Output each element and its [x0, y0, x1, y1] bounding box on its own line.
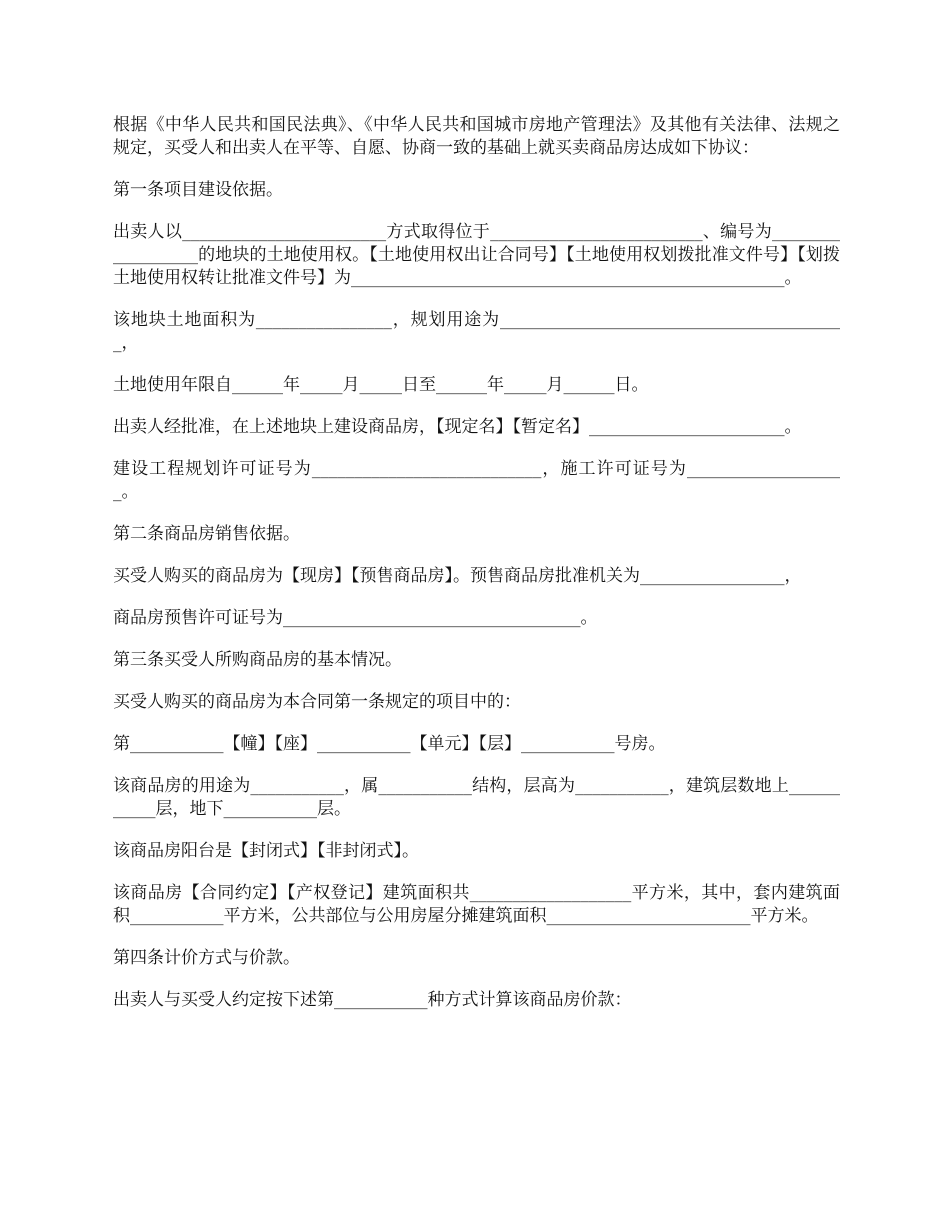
balcony-paragraph: 该商品房阳台是【封闭式】【非封闭式】。 [113, 841, 419, 861]
pricing-method-paragraph: 出卖人与买受人约定按下述第___________种方式计算该商品房价款： [113, 990, 632, 1010]
land-acquisition-paragraph: 出卖人以________________________方式取得位于_________________________、编号为__________________的地块的土地使用权。【土地使用权出让合同号】【土地使用权划拨批准文件号】【划拨土地使用权转让批准文件号】为___________________________________________________。 [113, 222, 840, 288]
building-name-paragraph: 出卖人经批准，在上述地块上建设商品房，【现定名】【暂定名】_______________________。 [113, 417, 802, 437]
preamble-paragraph: 根据《中华人民共和国民法典》、《中华人民共和国城市房地产管理法》及其他有关法律、法规之规定，买受人和出卖人在平等、自愿、协商一致的基础上就买卖商品房达成如下协议： [113, 115, 840, 158]
presale-authority-paragraph: 买受人购买的商品房为【现房】【预售商品房】。预售商品房批准机关为_________________， [113, 566, 802, 586]
article-1-heading: 第一条项目建设依据。 [113, 180, 283, 200]
presale-permit-paragraph: 商品房预售许可证号为___________________________________。 [113, 608, 598, 628]
house-intro-paragraph: 买受人购买的商品房为本合同第一条规定的项目中的： [113, 692, 521, 712]
land-area-paragraph: 该地块土地面积为________________，规划用途为_________________________________________， [113, 310, 840, 353]
article-4-heading: 第四条计价方式与价款。 [113, 948, 300, 968]
article-3-heading: 第三条买受人所购商品房的基本情况。 [113, 650, 402, 670]
contract-page [113, 114, 840, 1031]
permit-paragraph: 建设工程规划许可证号为___________________________，施工许可证号为___________________。 [113, 459, 840, 502]
floor-area-paragraph: 该商品房【合同约定】【产权登记】建筑面积共___________________平方米，其中，套内建筑面积___________平方米，公共部位与公用房屋分摊建筑面积________________________平方米。 [113, 883, 840, 926]
land-term-paragraph: 土地使用年限自______年_____月_____日至______年_____月______日。 [113, 375, 649, 395]
house-number-paragraph: 第___________【幢】【座】___________【单元】【层】___________号房。 [113, 734, 666, 754]
article-2-heading: 第二条商品房销售依据。 [113, 524, 300, 544]
house-use-paragraph: 该商品房的用途为___________，属___________结构，层高为___________，建筑层数地上___________层，地下___________层。 [113, 776, 840, 819]
